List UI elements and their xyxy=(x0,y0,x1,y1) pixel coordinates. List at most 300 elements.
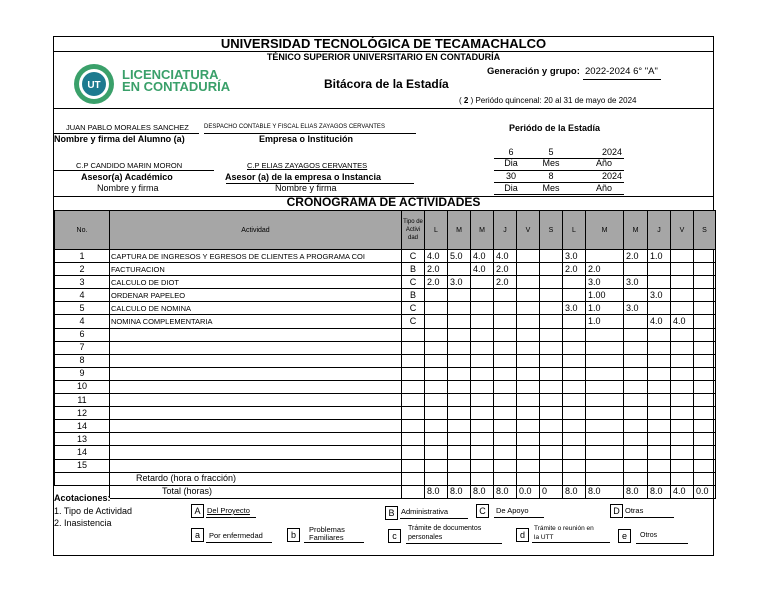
hours-cell xyxy=(694,328,716,341)
hours-cell xyxy=(624,341,648,354)
hours-cell xyxy=(563,341,586,354)
hours-cell xyxy=(425,289,448,302)
table-row xyxy=(55,341,716,354)
hours-cell xyxy=(517,407,540,420)
type-a-box: A xyxy=(191,504,204,518)
type-c-box: C xyxy=(476,504,489,518)
hours-cell xyxy=(624,315,648,328)
hours-cell xyxy=(648,341,671,354)
column-header: M xyxy=(471,211,494,250)
hours-cell xyxy=(425,354,448,367)
hours-cell xyxy=(586,433,624,446)
table-row xyxy=(55,354,716,367)
hours-cell xyxy=(671,250,694,263)
hours-cell: 5.0 xyxy=(448,250,471,263)
absence-e-underline xyxy=(636,543,688,544)
hours-cell: 2.0 xyxy=(494,263,517,276)
delay-label: Retardo (hora o fracción) xyxy=(110,472,402,485)
activity-type-cell xyxy=(402,420,425,433)
hours-cell xyxy=(586,420,624,433)
hours-cell xyxy=(694,315,716,328)
hours-cell xyxy=(494,446,517,459)
hours-cell: 1.00 xyxy=(586,289,624,302)
generation-underline xyxy=(583,79,661,80)
row-number: 10 xyxy=(55,380,110,393)
row-number: 14 xyxy=(55,420,110,433)
hours-cell xyxy=(540,354,563,367)
activity-cell xyxy=(110,459,402,472)
period-number: 2 xyxy=(463,96,469,105)
activity-type-cell xyxy=(402,354,425,367)
total-cell: 8.0 xyxy=(586,485,624,498)
company-sign-label: Nombre y firma xyxy=(275,183,337,193)
hours-cell xyxy=(448,341,471,354)
hours-cell xyxy=(694,380,716,393)
hours-cell xyxy=(563,328,586,341)
academic-advisor-label: Asesor(a) Académico xyxy=(81,172,173,182)
absence-e-text: Otros xyxy=(640,532,658,539)
column-header: J xyxy=(494,211,517,250)
hours-cell: 4.0 xyxy=(648,315,671,328)
hours-cell: 1.0 xyxy=(648,250,671,263)
activity-cell: CALCULO DE DIOT xyxy=(110,276,402,289)
schedule-title: CRONOGRAMA DE ACTIVIDADES xyxy=(286,195,481,209)
hours-cell: 2.0 xyxy=(425,276,448,289)
notes-item1: 1. Tipo de Actividad xyxy=(54,506,133,516)
row-number: 7 xyxy=(55,341,110,354)
table-row xyxy=(55,407,716,420)
hours-cell xyxy=(425,315,448,328)
type-c-text: De Apoyo xyxy=(496,506,529,515)
logo-text: UT xyxy=(87,80,101,91)
logo-line2: EN CONTADURÍA xyxy=(122,79,231,94)
hours-cell xyxy=(624,407,648,420)
type-d-underline xyxy=(624,517,674,518)
hours-cell xyxy=(471,394,494,407)
hours-cell xyxy=(540,407,563,420)
activity-cell: NOMINA COMPLEMENTARIA xyxy=(110,315,402,328)
start-day-label: Dia xyxy=(504,158,518,168)
row-number: 8 xyxy=(55,354,110,367)
hours-cell xyxy=(517,315,540,328)
hours-cell xyxy=(517,446,540,459)
hours-cell xyxy=(671,341,694,354)
student-name: JUAN PABLO MORALES SANCHEZ xyxy=(66,123,189,132)
hours-cell xyxy=(563,380,586,393)
generation-label: Generación y grupo: xyxy=(487,66,580,77)
total-cell: 8.0 xyxy=(425,485,448,498)
absence-d-box: d xyxy=(516,528,529,542)
hours-cell xyxy=(494,289,517,302)
activity-cell xyxy=(110,446,402,459)
hours-cell xyxy=(671,394,694,407)
hours-cell xyxy=(471,380,494,393)
hours-cell xyxy=(624,354,648,367)
hours-cell xyxy=(624,367,648,380)
row-number: 14 xyxy=(55,446,110,459)
hours-cell xyxy=(471,420,494,433)
hours-cell xyxy=(425,367,448,380)
hours-cell xyxy=(494,394,517,407)
start-year-label: Año xyxy=(595,158,612,168)
hours-cell xyxy=(540,276,563,289)
hours-cell xyxy=(540,289,563,302)
company-label: Empresa o Institución xyxy=(259,134,354,144)
hours-cell xyxy=(494,354,517,367)
activity-cell: FACTURACION xyxy=(110,263,402,276)
bitacora-sheet xyxy=(53,36,714,556)
hours-cell xyxy=(586,250,624,263)
hours-cell xyxy=(448,446,471,459)
hours-cell xyxy=(471,341,494,354)
hours-cell xyxy=(563,433,586,446)
hours-cell xyxy=(648,446,671,459)
company-advisor-name: C.P ELIAS ZAYAGOS CERVANTES xyxy=(247,161,368,170)
hours-cell xyxy=(517,380,540,393)
activity-type-cell xyxy=(402,394,425,407)
hours-cell xyxy=(648,354,671,367)
hours-cell: 4.0 xyxy=(471,250,494,263)
hours-cell xyxy=(648,407,671,420)
document-title: Bitácora de la Estadía xyxy=(324,77,449,91)
start-month-label: Mes xyxy=(542,158,560,168)
hours-cell xyxy=(471,407,494,420)
hours-cell xyxy=(671,328,694,341)
hours-cell xyxy=(471,354,494,367)
hours-cell xyxy=(494,367,517,380)
university-title: UNIVERSIDAD TECNOLÓGICA DE TECAMACHALCO xyxy=(220,36,547,51)
hours-cell xyxy=(494,315,517,328)
activity-type-cell xyxy=(402,433,425,446)
hours-cell xyxy=(494,407,517,420)
start-day: 6 xyxy=(508,147,514,157)
hours-cell xyxy=(624,394,648,407)
row-number: 4 xyxy=(55,315,110,328)
hours-cell xyxy=(540,446,563,459)
absence-d-underline xyxy=(532,542,610,543)
hours-cell: 1.0 xyxy=(586,315,624,328)
activity-cell xyxy=(110,354,402,367)
hours-cell xyxy=(448,328,471,341)
activity-cell: CALCULO DE NOMINA xyxy=(110,302,402,315)
hours-cell: 4.0 xyxy=(671,315,694,328)
total-cell: 8.0 xyxy=(563,485,586,498)
hours-cell xyxy=(540,250,563,263)
activity-cell xyxy=(110,328,402,341)
hours-cell xyxy=(671,420,694,433)
column-header: M xyxy=(624,211,648,250)
type-b-box: B xyxy=(385,506,398,520)
hours-cell: 2.0 xyxy=(425,263,448,276)
hours-cell xyxy=(540,328,563,341)
total-cell: 8.0 xyxy=(494,485,517,498)
total-cell: 0 xyxy=(540,485,563,498)
activity-type-cell xyxy=(402,341,425,354)
hours-cell xyxy=(540,394,563,407)
hours-cell xyxy=(540,302,563,315)
academic-sign-label: Nombre y firma xyxy=(97,183,159,193)
program-title: TÉNICO SUPERIOR UNIVERSITARIO EN CONTADURÍA xyxy=(266,52,501,62)
hours-cell: 4.0 xyxy=(471,263,494,276)
table-row xyxy=(55,433,716,446)
table-row xyxy=(55,276,716,289)
column-header: J xyxy=(648,211,671,250)
absence-c-text2: personales xyxy=(408,534,443,541)
end-month: 8 xyxy=(548,171,554,181)
hours-cell xyxy=(563,446,586,459)
row-number: 9 xyxy=(55,367,110,380)
hours-cell xyxy=(448,263,471,276)
schedule-table xyxy=(54,210,716,499)
hours-cell xyxy=(448,380,471,393)
hours-cell xyxy=(471,367,494,380)
hours-cell xyxy=(624,459,648,472)
notes-title: Acotaciones: xyxy=(54,493,111,503)
end-month-label: Mes xyxy=(542,183,560,193)
hours-cell xyxy=(471,328,494,341)
activity-type-cell xyxy=(402,407,425,420)
hours-cell xyxy=(425,394,448,407)
hours-cell xyxy=(517,276,540,289)
absence-a-underline xyxy=(206,542,272,543)
hours-cell xyxy=(448,394,471,407)
activity-type-cell: B xyxy=(402,289,425,302)
hours-cell xyxy=(671,459,694,472)
hours-cell: 3.0 xyxy=(648,289,671,302)
table-row xyxy=(55,315,716,328)
table-row xyxy=(55,446,716,459)
hours-cell xyxy=(517,341,540,354)
hours-cell xyxy=(563,420,586,433)
column-header: L xyxy=(563,211,586,250)
hours-cell: 2.0 xyxy=(563,263,586,276)
activity-type-cell: C xyxy=(402,315,425,328)
hours-cell xyxy=(425,459,448,472)
activity-cell: ORDENAR PAPELEO xyxy=(110,289,402,302)
activity-type-cell xyxy=(402,380,425,393)
hours-cell xyxy=(448,433,471,446)
start-year: 2024 xyxy=(601,147,622,157)
hours-cell xyxy=(694,433,716,446)
absence-c-underline xyxy=(406,543,502,544)
hours-cell xyxy=(671,302,694,315)
hours-cell xyxy=(425,302,448,315)
hours-cell: 3.0 xyxy=(448,276,471,289)
hours-cell xyxy=(671,367,694,380)
column-header: No. xyxy=(55,211,110,250)
hours-cell xyxy=(563,276,586,289)
hours-cell xyxy=(494,433,517,446)
hours-cell xyxy=(586,407,624,420)
table-row xyxy=(55,459,716,472)
total-cell: 8.0 xyxy=(648,485,671,498)
end-day: 30 xyxy=(505,171,516,181)
hours-cell xyxy=(563,315,586,328)
hours-cell xyxy=(517,459,540,472)
hours-cell xyxy=(448,302,471,315)
hours-cell xyxy=(694,276,716,289)
hours-cell: 2.0 xyxy=(586,263,624,276)
column-header: M xyxy=(586,211,624,250)
hours-cell xyxy=(563,289,586,302)
table-row xyxy=(55,289,716,302)
activity-cell xyxy=(110,380,402,393)
hours-cell xyxy=(563,354,586,367)
hours-cell xyxy=(671,446,694,459)
table-row xyxy=(55,263,716,276)
hours-cell xyxy=(425,380,448,393)
hours-cell xyxy=(694,407,716,420)
hours-cell xyxy=(694,446,716,459)
hours-cell xyxy=(540,263,563,276)
hours-cell xyxy=(517,263,540,276)
hours-cell: 3.0 xyxy=(563,302,586,315)
header-divider xyxy=(54,108,713,109)
table-row xyxy=(55,328,716,341)
start-month: 5 xyxy=(548,147,554,157)
end-year: 2024 xyxy=(601,171,622,181)
hours-cell xyxy=(694,341,716,354)
hours-cell xyxy=(624,263,648,276)
hours-cell xyxy=(563,459,586,472)
total-label: Total (horas) xyxy=(110,485,402,498)
hours-cell xyxy=(517,289,540,302)
hours-cell: 1.0 xyxy=(586,302,624,315)
hours-cell: 2.0 xyxy=(624,250,648,263)
hours-cell xyxy=(648,263,671,276)
activity-cell xyxy=(110,341,402,354)
absence-d-text1: Trámite o reunión en xyxy=(534,525,594,532)
delay-row xyxy=(55,472,716,485)
hours-cell xyxy=(425,328,448,341)
hours-cell xyxy=(648,459,671,472)
hours-cell: 3.0 xyxy=(563,250,586,263)
activity-cell xyxy=(110,433,402,446)
hours-cell xyxy=(671,407,694,420)
total-cell: 4.0 xyxy=(671,485,694,498)
row-number: 11 xyxy=(55,394,110,407)
hours-cell xyxy=(517,420,540,433)
hours-cell xyxy=(648,328,671,341)
hours-cell xyxy=(425,446,448,459)
hours-cell xyxy=(540,367,563,380)
hours-cell xyxy=(586,328,624,341)
hours-cell xyxy=(494,341,517,354)
hours-cell xyxy=(624,433,648,446)
hours-cell: 3.0 xyxy=(586,276,624,289)
table-row xyxy=(55,302,716,315)
row-number: 1 xyxy=(55,250,110,263)
hours-cell xyxy=(471,433,494,446)
row-number: 3 xyxy=(55,276,110,289)
hours-cell xyxy=(624,446,648,459)
hours-cell xyxy=(540,420,563,433)
hours-cell xyxy=(671,380,694,393)
activity-type-cell: C xyxy=(402,250,425,263)
table-row xyxy=(55,380,716,393)
table-row xyxy=(55,367,716,380)
hours-cell xyxy=(448,289,471,302)
hours-cell xyxy=(624,380,648,393)
hours-cell xyxy=(471,289,494,302)
total-cell: 0.0 xyxy=(517,485,540,498)
hours-cell: 2.0 xyxy=(494,276,517,289)
column-header: V xyxy=(517,211,540,250)
hours-cell xyxy=(448,315,471,328)
total-cell: 0.0 xyxy=(694,485,716,498)
absence-e-box: e xyxy=(618,529,631,543)
hours-cell xyxy=(694,354,716,367)
activity-cell xyxy=(110,420,402,433)
table-row xyxy=(55,394,716,407)
hours-cell xyxy=(694,302,716,315)
period-text: Periódo quincenal: 20 al 31 de mayo de 2024 xyxy=(475,96,637,105)
activity-type-cell xyxy=(402,328,425,341)
total-cell: 8.0 xyxy=(624,485,648,498)
hours-cell xyxy=(648,380,671,393)
hours-cell xyxy=(517,433,540,446)
hours-cell xyxy=(563,367,586,380)
activity-cell xyxy=(110,367,402,380)
type-c-underline xyxy=(494,517,544,518)
type-d-text: Otras xyxy=(625,506,644,515)
absence-c-box: c xyxy=(388,529,401,543)
hours-cell xyxy=(694,420,716,433)
hours-cell xyxy=(648,367,671,380)
hours-cell xyxy=(586,394,624,407)
hours-cell: 3.0 xyxy=(624,302,648,315)
hours-cell xyxy=(540,459,563,472)
activity-cell: CAPTURA DE INGRESOS Y EGRESOS DE CLIENTES A PROGRAMA COI xyxy=(110,250,402,263)
hours-cell xyxy=(517,354,540,367)
absence-a-box: a xyxy=(191,528,204,542)
column-header: S xyxy=(694,211,716,250)
hours-cell xyxy=(586,354,624,367)
hours-cell xyxy=(671,289,694,302)
hours-cell xyxy=(494,420,517,433)
absence-b-box: b xyxy=(287,528,300,542)
hours-cell xyxy=(448,354,471,367)
column-header: L xyxy=(425,211,448,250)
schedule-header-row xyxy=(55,211,716,250)
hours-cell xyxy=(586,459,624,472)
period-line: ( 2 ) Periódo quincenal: 20 al 31 de mayo de 2024 xyxy=(459,96,637,105)
hours-cell xyxy=(586,367,624,380)
end-day-label: Dia xyxy=(504,183,518,193)
hours-cell xyxy=(494,380,517,393)
hours-cell xyxy=(517,302,540,315)
hours-cell xyxy=(425,433,448,446)
hours-cell xyxy=(494,459,517,472)
hours-cell xyxy=(586,341,624,354)
hours-cell xyxy=(471,446,494,459)
total-row xyxy=(55,485,716,498)
end-year-label: Año xyxy=(595,183,612,193)
hours-cell xyxy=(694,263,716,276)
hours-cell xyxy=(563,394,586,407)
hours-cell xyxy=(448,407,471,420)
type-a-underline xyxy=(206,517,256,518)
notes-item2: 2. Inasistencia xyxy=(54,518,112,528)
hours-cell xyxy=(671,354,694,367)
type-b-underline xyxy=(400,518,468,519)
absence-d-text2: la UTT xyxy=(534,534,554,541)
hours-cell xyxy=(425,341,448,354)
hours-cell: 3.0 xyxy=(624,276,648,289)
activity-type-cell xyxy=(402,446,425,459)
hours-cell xyxy=(563,407,586,420)
hours-cell xyxy=(471,315,494,328)
